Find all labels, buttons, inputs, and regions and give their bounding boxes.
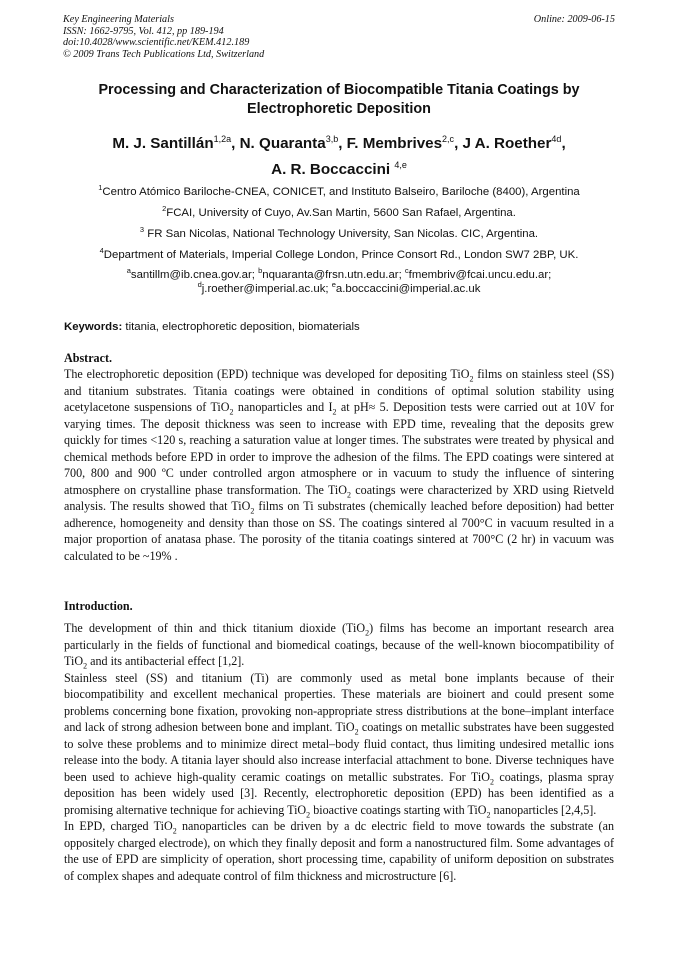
emails-line-1 bbox=[30, 268, 648, 282]
affiliation-text: FR San Nicolas, National Technology University, San Nicolas. CIC, Argentina. bbox=[144, 228, 539, 240]
author-list bbox=[40, 131, 638, 183]
email-sup: c bbox=[404, 266, 409, 276]
email-c[interactable]: fmembriv@fcai.uncu.edu.ar; bbox=[408, 269, 552, 281]
email-sup: b bbox=[258, 266, 263, 276]
subscript: 2 bbox=[469, 374, 474, 384]
abstract-part: films on stainless steel (SS) and titanium substrates. Titania coatings were obtained in conditions of optimal solution stability using acetylacetone suspensions of TiO bbox=[64, 367, 614, 414]
intro-part: In EPD, charged TiO bbox=[64, 819, 173, 833]
subscript: 2 bbox=[250, 506, 255, 516]
subscript: 2 bbox=[347, 489, 352, 499]
title-line-1: Processing and Characterization of Biocompatible Titania Coatings by bbox=[98, 82, 580, 98]
affiliation bbox=[30, 203, 648, 224]
subscript: 2 bbox=[489, 776, 494, 786]
intro-part: coatings, plasma spray deposition has been widely used [3]. Recently, electrophoretic deposition (EPD) has been identified as a promising alternative technique for achieving TiO bbox=[64, 769, 614, 817]
subscript: 2 bbox=[354, 727, 359, 737]
subscript: 2 bbox=[306, 809, 311, 819]
abstract-part: at pH≈ 5. Deposition tests were carried out at 10V for varying times. The deposit thickness was seen to increase with EPD time, revealing that the deposits grew quickly for times <120 s, reaching a saturation value at longer times. The substrates were treated by physical and chemical methods before EPD in order to improve the adhesion of the films. The EPD coatings were sintered at 700, 800 and 900 ºC under controlled argon atmosphere or in vacuum to study the influence of sintering atmosphere on crystalline phase transformation. The TiO bbox=[64, 400, 614, 497]
abstract-text bbox=[64, 366, 614, 564]
abstract-heading: Abstract. bbox=[64, 351, 113, 365]
author-affil-sup: 3,b bbox=[325, 133, 339, 144]
author-emails bbox=[30, 268, 648, 296]
subscript: 2 bbox=[172, 826, 177, 836]
intro-paragraph-1 bbox=[64, 620, 614, 670]
affiliation-text: Department of Materials, Imperial College London, Prince Consort Rd., London SW7 2BP, UK. bbox=[103, 249, 579, 261]
author-name: J A. Roether bbox=[462, 135, 552, 152]
email-sup: e bbox=[331, 280, 336, 290]
subscript: 2 bbox=[229, 407, 234, 417]
affiliation-sup: 3 bbox=[139, 225, 145, 235]
intro-paragraph-3 bbox=[64, 818, 614, 884]
emails-line-2 bbox=[30, 282, 648, 296]
affiliation bbox=[30, 245, 648, 266]
introduction-text bbox=[64, 620, 614, 884]
affiliation-text: FCAI, University of Cuyo, Av.San Martin, 5600 San Rafael, Argentina. bbox=[166, 207, 516, 219]
author-name: A. R. Boccaccini bbox=[271, 161, 391, 178]
email-d[interactable]: j.roether@imperial.ac.uk; bbox=[201, 283, 332, 295]
intro-part: Stainless steel (SS) and titanium (Ti) are commonly used as metal bone implants because of their biocompatibility and excellent mechanical properties. These materials are bioinert and could present some problems concerning bone fixation, provoking non-appropriate stress distributions at the bone–implant interface and lack of strong adhesion between bone and implant. TiO bbox=[64, 670, 614, 734]
author-name: F. Membrives bbox=[346, 135, 443, 152]
email-b[interactable]: nquaranta@frsn.utn.edu.ar; bbox=[262, 269, 405, 281]
affiliation bbox=[30, 182, 648, 203]
journal-name: Key Engineering Materials bbox=[63, 14, 174, 25]
author-affil-sup: 2,c bbox=[442, 133, 455, 144]
subscript: 2 bbox=[83, 661, 88, 671]
keywords bbox=[64, 320, 614, 334]
abstract-part: The electrophoretic deposition (EPD) technique was developed for depositing TiO bbox=[64, 367, 470, 381]
intro-paragraph-2 bbox=[64, 670, 614, 819]
author-name: N. Quaranta bbox=[239, 135, 326, 152]
author-affil-sup: 1,2a bbox=[213, 133, 232, 144]
abstract-part: films on Ti substrates (chemically leached before deposition) had better adherence, homogeneity and density than those on SS. The coatings sintered al 700°C in vacuum resulted in a major proportion of anatasa phase. The porosity of the titania coatings sintered at 700°C (2 hr) in vacuum was calculated to be ~19% . bbox=[64, 499, 614, 563]
intro-part: nanoparticles [2,4,5]. bbox=[490, 802, 597, 817]
introduction-heading: Introduction. bbox=[64, 599, 133, 613]
email-sup: a bbox=[126, 266, 131, 276]
email-a[interactable]: santillm@ib.cnea.gov.ar; bbox=[130, 269, 259, 281]
journal-issn: ISSN: 1662-9795, Vol. 412, pp 189-194 bbox=[63, 25, 224, 37]
affiliation-sup: 2 bbox=[162, 204, 167, 214]
intro-part: bioactive coatings starting with TiO bbox=[310, 802, 487, 817]
title-line-2: Electrophoretic Deposition bbox=[247, 101, 431, 117]
email-sup: d bbox=[197, 280, 202, 290]
journal-header bbox=[63, 14, 615, 60]
keywords-label: Keywords: bbox=[64, 321, 123, 333]
intro-part: The development of thin and thick titanium dioxide (TiO bbox=[64, 621, 366, 635]
affiliation-sup: 4 bbox=[99, 246, 104, 256]
intro-part: nanoparticles can be driven by a dc electric field to move towards the substrate (an oppositely charged electrode), on which they finally deposit and form a nanostructured film. Some advantages of the use of EPD are simplicity of operation, short processing time, capability of uniform deposition on substrates of complex shapes and adequate control of film thickness and microstructure [6]. bbox=[64, 819, 614, 883]
author-affil-sup: 4,e bbox=[394, 159, 407, 170]
online-date: Online: 2009-06-15 bbox=[533, 14, 615, 25]
abstract-part: coatings were characterized by XRD using Rietveld analysis. The results showed that TiO bbox=[64, 482, 614, 513]
affiliations bbox=[30, 182, 648, 266]
keywords-text: titania, electrophoretic deposition, biomaterials bbox=[122, 321, 360, 333]
author-name: M. J. Santillán bbox=[112, 135, 214, 152]
intro-part: and its antibacterial effect [1,2]. bbox=[87, 654, 245, 668]
email-e[interactable]: a.boccaccini@imperial.ac.uk bbox=[335, 283, 481, 295]
authors-line-2 bbox=[40, 157, 638, 183]
intro-part: ) films has become an important research area particularly in the fields of functional and biomedical coatings, because of the well-known biocompatibility of TiO bbox=[64, 621, 615, 668]
authors-line-1: M. J. Santillán$^{1,2a}$, N. Quaranta$^{3,b}$, F. Membrives$^{2,c}$, J A. Roether$^{4d}$, bbox=[112, 133, 566, 152]
subscript: 2 bbox=[365, 628, 370, 638]
journal-copyright: © 2009 Trans Tech Publications Ltd, Switzerland bbox=[63, 48, 265, 60]
affiliation-sup: 1 bbox=[98, 183, 103, 193]
subscript: 2 bbox=[332, 407, 337, 417]
affiliation bbox=[30, 224, 648, 245]
journal-doi: doi:10.4028/www.scientific.net/KEM.412.189 bbox=[63, 37, 250, 48]
subscript: 2 bbox=[486, 809, 491, 819]
intro-part: coatings on metallic substrates have been suggested to solve these problems and to minimize direct metal–body fluid contact, thus limiting undesired metallic ions release into the body. A titania layer should also increase interfacial attachment to bone. Diverse techniques have been used to achieve high-quality ceramic coatings on metallic substrates. For TiO bbox=[64, 720, 614, 784]
abstract-part: nanoparticles and I bbox=[233, 400, 333, 414]
affiliation-text: Centro Atómico Bariloche-CNEA, CONICET, and Instituto Balseiro, Bariloche (8400), Argentina bbox=[102, 186, 580, 198]
author-affil-sup: 4d bbox=[551, 133, 562, 144]
paper-title bbox=[40, 81, 638, 119]
